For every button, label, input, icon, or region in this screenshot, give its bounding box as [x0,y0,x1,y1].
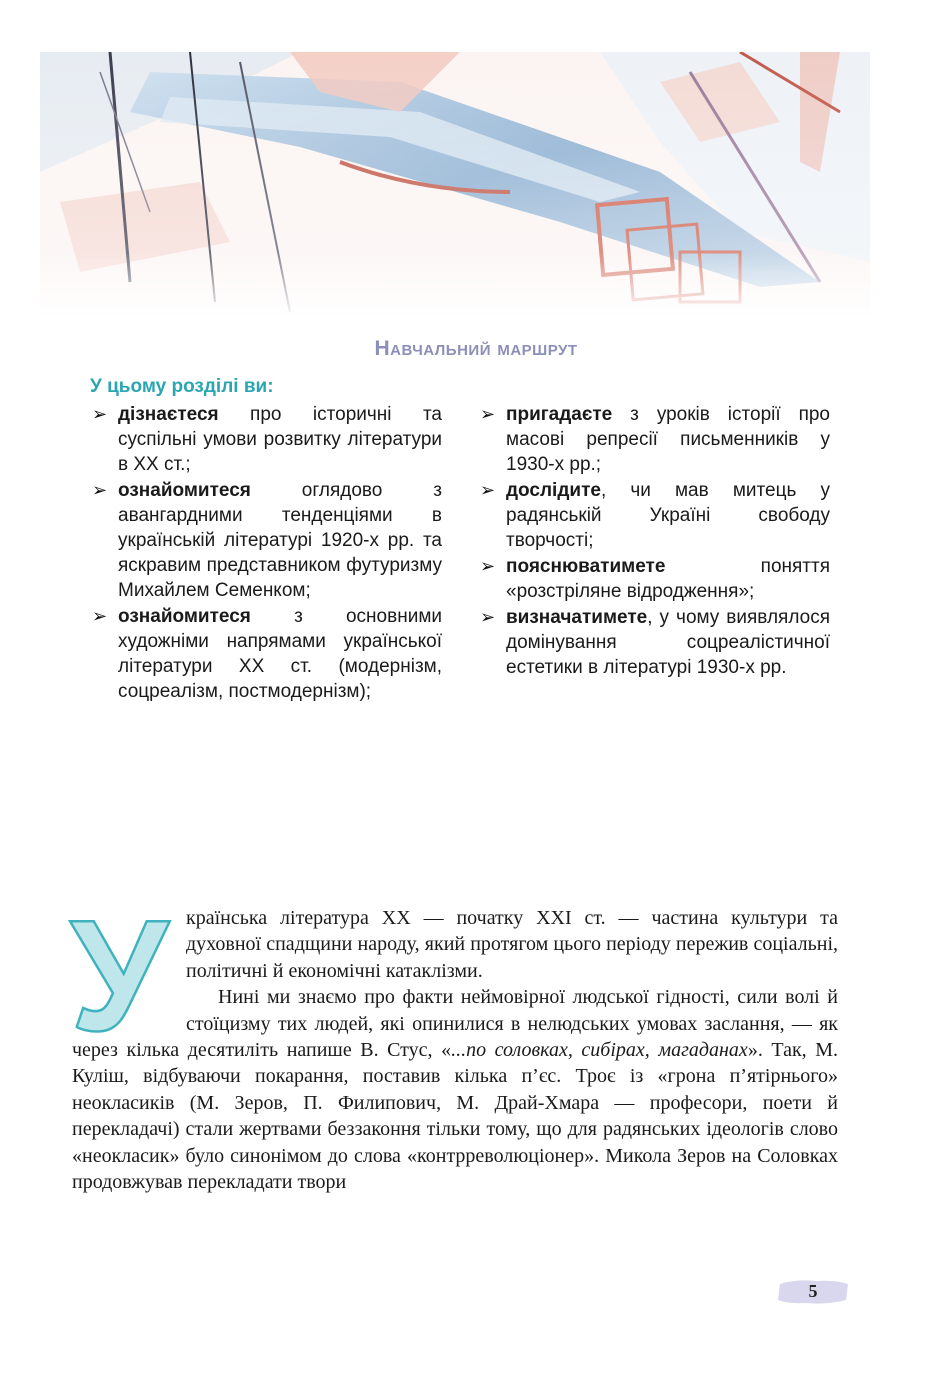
goal-text: оглядово з авангардними тенденціями в українській літературі 1920-х рр. та яскравим представником футуризму Михайлем Семенком; [118,480,442,601]
goal-text: , чи мав митець у радянській Україні свободу творчості; [506,480,830,551]
goal-text: поняття «розстріляне відродження»; [506,556,830,602]
goal-verb: визначатимете [506,607,648,628]
goal-verb: дізнаєтеся [118,404,219,425]
goal-verb: пригадаєте [506,404,613,425]
goal-verb: дослідите [506,480,601,501]
arrow-bullet-icon: ➢ [480,404,496,424]
list-item [90,604,442,704]
arrow-bullet-icon: ➢ [92,606,108,626]
header-banner-illustration [40,52,870,320]
list-item [478,478,830,553]
list-item [90,402,442,477]
arrow-bullet-icon: ➢ [480,480,496,500]
section-title: Навчальний маршрут [374,337,578,360]
goal-verb: ознайомитеся [118,480,251,501]
list-item [478,605,830,680]
goal-text: з основними художніми напрямами української літератури ХХ ст. (модернізм, соцреалізм, постмодернізм); [118,606,442,702]
goals-column-right [478,402,830,681]
paragraph-2 [72,984,838,1195]
goal-text: , у чому виявлялося домінування соцреалістичної естетики в літературі 1930-х рр. [506,607,830,678]
arrow-bullet-icon: ➢ [480,607,496,627]
page-number-tab [776,1278,850,1306]
stus-quote: ...по соловках, сибірах, магаданах [451,1039,748,1062]
drop-cap-glyph: У [70,902,169,1042]
list-item [478,554,830,604]
page-number: 5 [808,1281,818,1301]
arrow-bullet-icon: ➢ [92,404,108,424]
goals-column-left [90,402,442,705]
arrow-bullet-icon: ➢ [92,480,108,500]
goal-verb: пояснюватимете [506,556,666,577]
paragraph-2-text-a: Нині ми знаємо про факти неймовірної людської гідності, сили волі й стоїцизму тих людей, які опинилися в нелюдських умовах заслання, — як через кілька десятиліть напише В. Стус, « [72,986,838,1062]
main-text [72,905,838,1195]
paragraph-1: країнська література ХХ — початку ХХІ ст. — частина культури та духовної спадщини народу, який протягом цього періоду пережив соціальні, політичні й економічні катаклізми. [186,907,838,982]
goal-verb: ознайомитеся [118,606,251,627]
goal-text: про історичні та суспільні умови розвитку літератури в ХХ ст.; [118,404,442,475]
list-item [478,402,830,477]
paragraph-2-text-b: ». Так, М. Куліш, відбуваючи покарання, поставив кілька п’єс. Троє із «грона п’ятірнього» неокласиків (М. Зеров, П. Филипович, М. Драй-Хмара — професори, поети й перекладачі) стали жертвами беззаконня тільки тому, що для радянських ідеологів слово «неокласик» було синонімом до слова «контрреволюціонер». Микола Зеров на Соловках продовжував перекладати твори [72,1039,838,1194]
list-item [90,478,442,603]
section-intro: У цьому розділі ви: [90,376,274,397]
goal-text: з уроків історії про масові репресії письменників у 1930-х рр.; [506,404,830,475]
arrow-bullet-icon: ➢ [480,556,496,576]
